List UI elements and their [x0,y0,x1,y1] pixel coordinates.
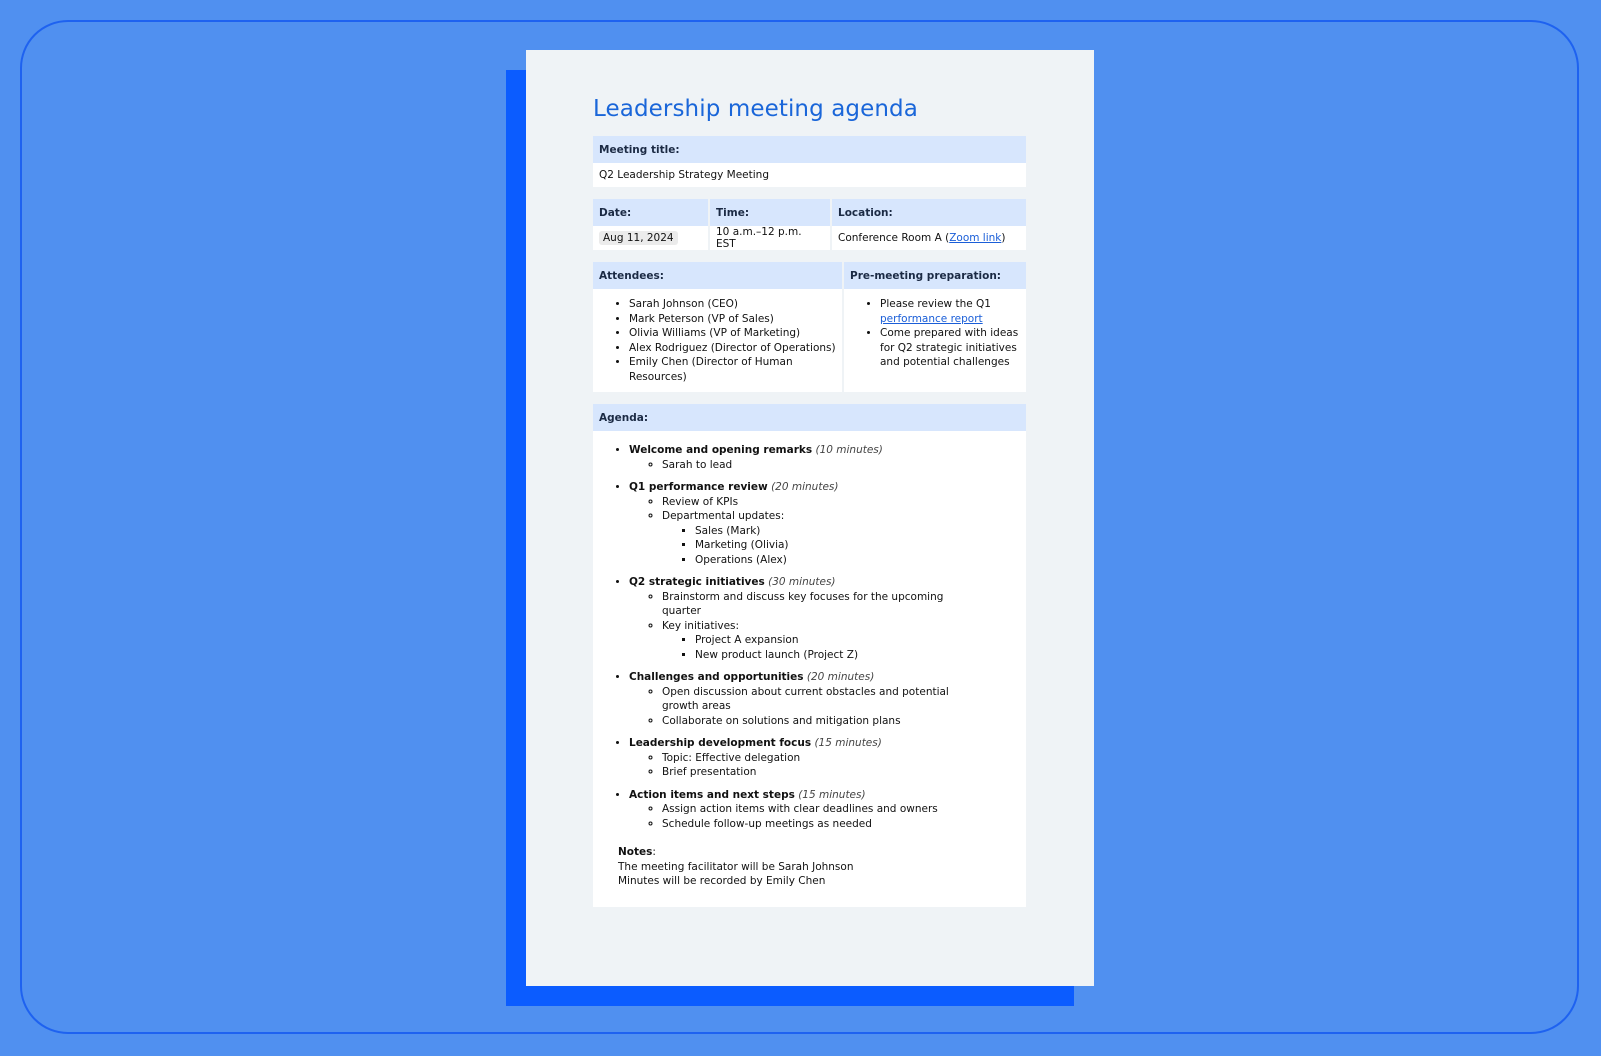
notes-heading [618,845,1020,860]
agenda-item-duration: (20 minutes) [806,671,875,683]
list-item: • Alex Rodriguez (Director of Operations) [629,341,836,356]
list-item: ▪ Sales (Mark) [695,524,1020,539]
agenda-item [629,670,1020,728]
sub-sub-list [662,524,1020,568]
list-item [662,509,1020,567]
list-item [662,619,952,663]
agenda-item-duration: (15 minutes) [798,788,866,801]
sub-list [629,802,1020,831]
agenda-item-duration: (20 minutes) [771,481,839,493]
agenda-item-title: Leadership development focus [629,737,812,749]
date-cell [593,226,709,250]
prep-label: Pre-meeting preparation: [843,262,1026,289]
date-time-location-table [593,199,1026,250]
date-chip[interactable]: Aug 11, 2024 [599,231,678,245]
agenda-list [599,443,1020,831]
notes-label: Notes [618,846,653,858]
list-item: • Olivia Williams (VP of Marketing) [629,326,836,341]
agenda-item-title: Action items and next steps [629,788,795,801]
notes-line: Minutes will be recorded by Emily Chen [618,875,826,887]
list-item-text: Key initiatives: [662,619,740,632]
list-item: • Come prepared with ideas for Q2 strategic initiatives and potential challenges [880,326,1020,370]
time-label: Time: [709,199,831,226]
agenda-item-title: Q1 performance review [629,481,768,493]
agenda-body [593,431,1026,907]
agenda-item-duration: (10 minutes) [815,444,883,456]
document-title: Leadership meeting agenda [593,96,918,122]
list-item: ◦ Open discussion about current obstacles and potential growth areas [662,685,962,714]
list-item: ◦ Brief presentation [662,765,1020,780]
list-item [880,297,1020,326]
time-value: 10 a.m.–12 p.m. EST [709,226,831,250]
meeting-title-value: Q2 Leadership Strategy Meeting [593,163,1026,187]
list-item: ▪ Project A expansion [695,633,952,648]
location-prefix: Conference Room A ( [838,232,950,244]
location-label: Location: [831,199,1026,226]
list-item: ▪ Marketing (Olivia) [695,538,1020,553]
list-item: ◦ Topic: Effective delegation [662,751,1020,766]
agenda-item-title: Q2 strategic initiatives [629,576,765,588]
list-item: ▪ New product launch (Project Z) [695,648,952,663]
attendees-cell [593,289,843,392]
sub-list [629,458,1020,473]
prep-item-text: Please review the Q1 [880,298,991,310]
sub-list [629,590,952,663]
sub-list [629,751,1020,780]
agenda-item [629,443,1020,472]
agenda-item [629,788,1020,832]
agenda-item [629,575,1020,662]
agenda-item-duration: (15 minutes) [814,737,882,749]
agenda-item [629,480,1020,567]
attendees-prep-table [593,262,1026,392]
meeting-title-table [593,136,1026,187]
performance-report-link[interactable]: performance report [880,312,983,325]
location-value [831,226,1026,250]
agenda-item-duration: (30 minutes) [768,576,836,588]
agenda-item [629,736,1020,780]
location-suffix: ) [1001,232,1006,244]
list-item: ◦ Schedule follow-up meetings as needed [662,817,1020,832]
sub-list [629,495,1020,568]
list-item: ◦ Brainstorm and discuss key focuses for the upcoming quarter [662,590,952,619]
agenda-table [593,404,1026,431]
list-item: ◦ Review of KPIs [662,495,1020,510]
list-item-text: Departmental updates: [662,510,785,522]
list-item: ◦ Sarah to lead [662,458,1020,473]
zoom-link[interactable]: Zoom link [949,232,1002,244]
list-item: • Sarah Johnson (CEO) [629,297,836,312]
sub-sub-list [662,633,952,662]
notes-section [618,845,1020,889]
list-item: ◦ Assign action items with clear deadlines and owners [662,802,1020,817]
list-item: ◦ Collaborate on solutions and mitigation plans [662,714,962,729]
document-page [526,50,1094,986]
prep-list [850,297,1020,370]
agenda-item-title: Welcome and opening remarks [629,444,813,456]
list-item: ▪ Operations (Alex) [695,553,1020,568]
document-content [593,96,1026,907]
list-item: • Mark Peterson (VP of Sales) [629,312,836,327]
attendees-label: Attendees: [593,262,843,289]
attendees-list [599,297,836,384]
list-item: • Emily Chen (Director of Human Resources) [629,355,836,384]
prep-cell [843,289,1026,392]
date-label: Date: [593,199,709,226]
notes-colon: : [652,846,656,858]
agenda-label: Agenda: [593,404,1026,431]
agenda-item-title: Challenges and opportunities [629,671,804,683]
notes-line: The meeting facilitator will be Sarah Johnson [618,860,854,873]
sub-list [629,685,962,729]
meeting-title-label: Meeting title: [593,136,1026,163]
